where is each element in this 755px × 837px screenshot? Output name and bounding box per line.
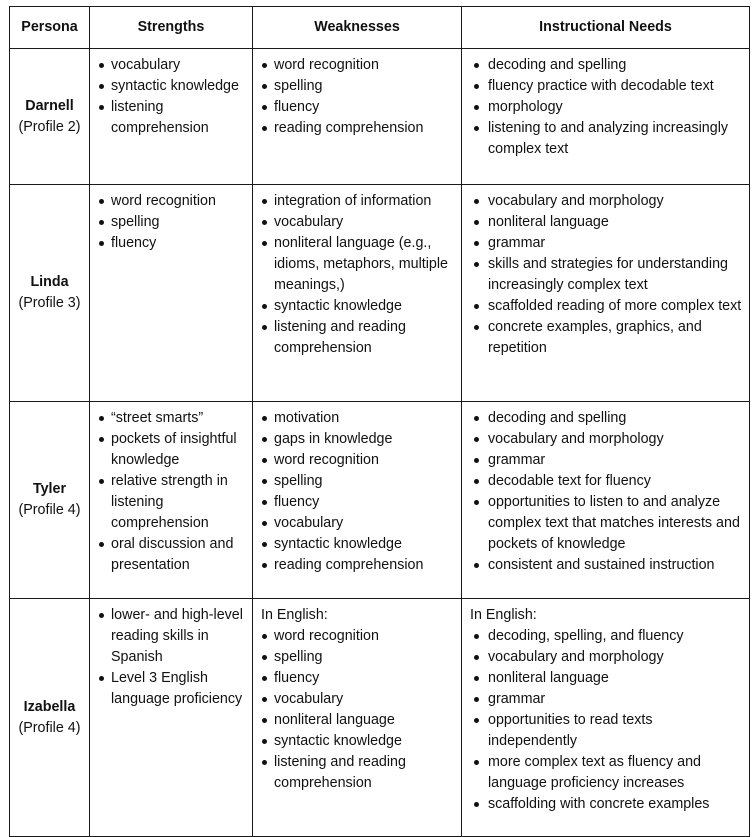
weaknesses-cell [253, 185, 462, 402]
persona-name: Linda [30, 274, 69, 290]
strengths-list [98, 191, 246, 254]
table-row [10, 49, 750, 185]
strengths-list [98, 408, 246, 576]
list-item: scaffolding with concrete examples [470, 794, 743, 815]
list-item: scaffolded reading of more complex text [470, 296, 743, 317]
list-item: listening to and analyzing increasingly complex text [470, 118, 743, 160]
list-item: word recognition [261, 450, 455, 471]
list-item: listening and reading comprehension [261, 752, 455, 794]
persona-name: Darnell [25, 97, 74, 114]
persona-name: Izabella [23, 698, 76, 715]
list-item: concrete examples, graphics, and repetition [470, 317, 743, 359]
needs-list [470, 55, 743, 160]
list-item: oral discussion and presentation [98, 534, 246, 576]
persona-cell [10, 185, 90, 402]
list-item: decoding and spelling [470, 408, 743, 429]
persona-profile: (Profile 4) [18, 719, 81, 736]
list-item: word recognition [261, 55, 455, 76]
list-item: word recognition [98, 191, 246, 212]
list-item: lower- and high-level reading skills in Spanish [98, 605, 246, 668]
list-item: spelling [261, 471, 455, 492]
needs-list [470, 408, 743, 576]
list-item: “street smarts” [98, 408, 246, 429]
needs-cell [462, 185, 750, 402]
list-item: pockets of insightful knowledge [98, 429, 246, 471]
list-item: decoding and spelling [470, 55, 743, 76]
needs-intro: In English: [470, 607, 537, 623]
list-item: grammar [470, 233, 743, 254]
weaknesses-list [261, 408, 455, 576]
list-item: vocabulary [98, 55, 246, 76]
list-item: opportunities to listen to and analyze complex text that matches interests and pockets of knowledge [470, 492, 743, 555]
list-item: integration of information [261, 191, 455, 212]
weaknesses-cell [253, 402, 462, 599]
strengths-cell [90, 402, 253, 599]
list-item: fluency practice with decodable text [470, 76, 743, 97]
list-item: nonliteral language [470, 668, 743, 689]
header-weaknesses: Weaknesses [253, 7, 462, 49]
persona-profile: (Profile 4) [18, 502, 81, 518]
list-item: vocabulary and morphology [470, 647, 743, 668]
list-item: fluency [261, 97, 455, 118]
list-item: nonliteral language (e.g., idioms, metaphors, multiple meanings,) [261, 233, 455, 296]
header-strengths: Strengths [90, 7, 253, 49]
list-item: grammar [470, 450, 743, 471]
weaknesses-list [261, 626, 455, 794]
list-item: motivation [261, 408, 455, 429]
list-item: vocabulary and morphology [470, 429, 743, 450]
list-item: listening and reading comprehension [261, 317, 455, 359]
list-item: syntactic knowledge [261, 296, 455, 317]
list-item: relative strength in listening comprehension [98, 471, 246, 534]
list-item: vocabulary [261, 513, 455, 534]
list-item: syntactic knowledge [98, 76, 246, 97]
persona-cell [10, 599, 90, 837]
weaknesses-intro: In English: [261, 607, 328, 623]
list-item: fluency [261, 668, 455, 689]
weaknesses-cell [253, 599, 462, 837]
strengths-list [98, 55, 246, 139]
header-persona: Persona [10, 7, 90, 49]
weaknesses-list [261, 191, 455, 359]
persona-table [9, 6, 750, 837]
strengths-list [98, 605, 246, 710]
strengths-cell [90, 49, 253, 185]
weaknesses-list [261, 55, 455, 139]
list-item: syntactic knowledge [261, 731, 455, 752]
list-item: vocabulary [261, 212, 455, 233]
needs-cell [462, 402, 750, 599]
needs-list [470, 191, 743, 359]
needs-cell [462, 49, 750, 185]
list-item: listening comprehension [98, 97, 246, 139]
list-item: nonliteral language [470, 212, 743, 233]
list-item: fluency [98, 233, 246, 254]
table-row [10, 185, 750, 402]
table-row [10, 402, 750, 599]
list-item: grammar [470, 689, 743, 710]
list-item: spelling [261, 647, 455, 668]
header-row [10, 7, 750, 49]
strengths-cell [90, 599, 253, 837]
strengths-cell [90, 185, 253, 402]
list-item: opportunities to read texts independently [470, 710, 743, 752]
persona-name: Tyler [32, 481, 67, 497]
list-item: reading comprehension [261, 555, 455, 576]
list-item: nonliteral language [261, 710, 455, 731]
list-item: morphology [470, 97, 743, 118]
list-item: more complex text as fluency and language proficiency increases [470, 752, 743, 794]
list-item: Level 3 English language proficiency [98, 668, 246, 710]
persona-cell [10, 402, 90, 599]
list-item: reading comprehension [261, 118, 455, 139]
list-item: decoding, spelling, and fluency [470, 626, 743, 647]
header-instructional-needs: Instructional Needs [462, 7, 750, 49]
list-item: spelling [98, 212, 246, 233]
persona-profile: (Profile 3) [18, 295, 81, 311]
list-item: skills and strategies for understanding increasingly complex text [470, 254, 743, 296]
needs-cell [462, 599, 750, 837]
list-item: fluency [261, 492, 455, 513]
weaknesses-cell [253, 49, 462, 185]
list-item: word recognition [261, 626, 455, 647]
list-item: decodable text for fluency [470, 471, 743, 492]
table-row [10, 599, 750, 837]
list-item: spelling [261, 76, 455, 97]
list-item: syntactic knowledge [261, 534, 455, 555]
list-item: vocabulary [261, 689, 455, 710]
list-item: vocabulary and morphology [470, 191, 743, 212]
persona-cell [10, 49, 90, 185]
list-item: consistent and sustained instruction [470, 555, 743, 576]
list-item: gaps in knowledge [261, 429, 455, 450]
persona-profile: (Profile 2) [18, 118, 81, 135]
